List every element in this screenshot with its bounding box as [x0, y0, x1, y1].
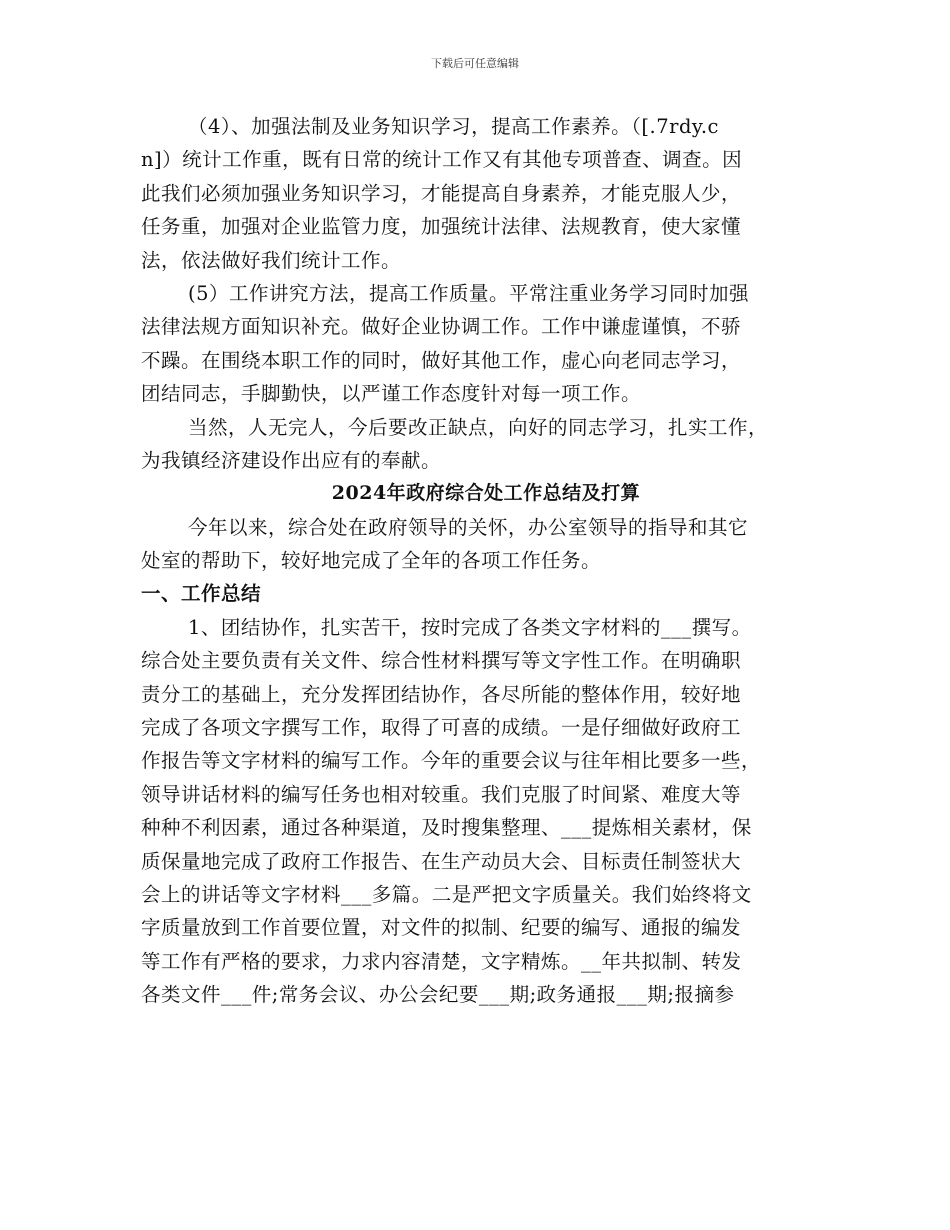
text-line: (5）工作讲究方法，提高工作质量。平常注重业务学习同时加强 [188, 281, 750, 305]
text-line: 综合处主要负责有关文件、综合性材料撰写等文字性工作。在明确职 [141, 649, 742, 673]
text-line: 会上的讲话等文字材料___多篇。二是严把文字质量关。我们始终将文 [141, 882, 752, 906]
text-line: 领导讲话材料的编写任务也相对较重。我们克服了时间紧、难度大等 [141, 782, 742, 806]
text-line: 完成了各项文字撰写工作，取得了可喜的成绩。一是仔细做好政府工 [141, 716, 742, 740]
text-line: 不躁。在围绕本职工作的同时，做好其他工作，虚心向老同志学习， [141, 348, 742, 372]
header-note: 下载后可任意编辑 [431, 57, 519, 70]
text-line: 处室的帮助下，较好地完成了全年的各项工作任务。 [141, 549, 602, 573]
section-title: 2024年政府综合处工作总结及打算 [331, 482, 641, 505]
text-line: 法，依法做好我们统计工作。 [141, 248, 402, 272]
text-line: 质保量地完成了政府工作报告、在生产动员大会、目标责任制签状大 [141, 849, 742, 873]
text-line: 团结同志，手脚勤快，以严谨工作态度针对每一项工作。 [141, 382, 642, 406]
text-line: 责分工的基础上，充分发挥团结协作，各尽所能的整体作用，较好地 [141, 682, 742, 706]
text-line: 作报告等文字材料的编写工作。今年的重要会议与往年相比要多一些， [141, 749, 762, 773]
text-line: （4）、加强法制及业务知识学习，提高工作素养。（[.7rdy.c [188, 115, 719, 138]
text-line: 法律法规方面知识补充。做好企业协调工作。工作中谦虚谨慎，不骄 [141, 315, 742, 339]
document-body [141, 110, 831, 1012]
text-line: 字质量放到工作首要位置，对文件的拟制、纪要的编写、通报的编发 [141, 916, 742, 940]
text-line: 此我们必须加强业务知识学习，才能提高自身素养，才能克服人少， [141, 181, 742, 205]
text-line: 种种不利因素，通过各种渠道，及时搜集整理、___提炼相关素材，保 [141, 816, 752, 840]
section-heading: 一、工作总结 [141, 582, 262, 606]
text-line: 1、团结协作，扎实苦干，按时完成了各类文字材料的___撰写。 [188, 615, 752, 639]
text-line: 当然，人无完人，今后要改正缺点，向好的同志学习，扎实工作， [188, 415, 769, 439]
text-line: 等工作有严格的要求，力求内容清楚，文字精炼。__年共拟制、转发 [141, 949, 742, 973]
text-line: 任务重，加强对企业监管力度，加强统计法律、法规教育，使大家懂 [141, 215, 742, 239]
text-line: 今年以来，综合处在政府领导的关怀，办公室领导的指导和其它 [188, 515, 749, 539]
text-line: 为我镇经济建设作出应有的奉献。 [141, 448, 442, 472]
text-line: 各类文件___件;常务会议、办公会纪要___期;政务通报___期;报摘参 [141, 983, 735, 1007]
text-line: n]）统计工作重，既有日常的统计工作又有其他专项普查、调查。因 [141, 148, 743, 172]
